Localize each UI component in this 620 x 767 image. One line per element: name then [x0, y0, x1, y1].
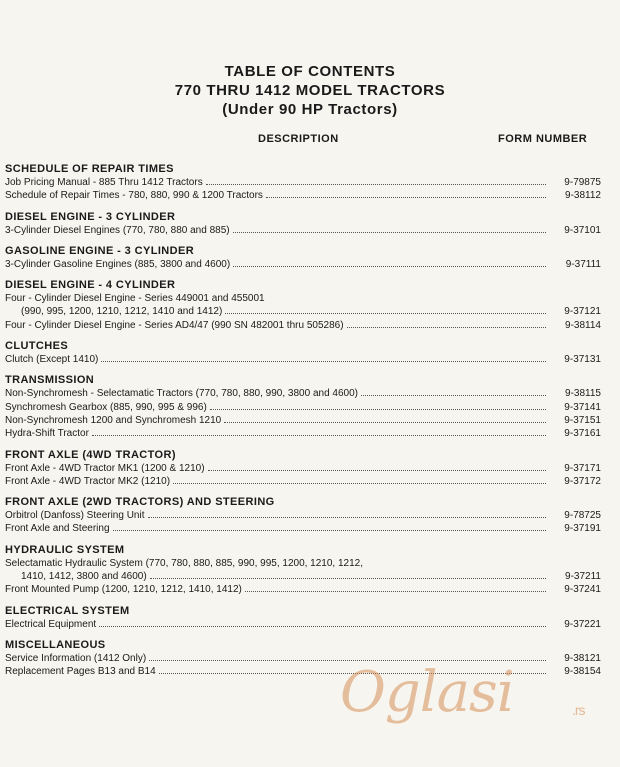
entry-description: (990, 995, 1200, 1210, 1212, 1410 and 1412): [21, 306, 223, 318]
entry-form-number: 9-37241: [564, 584, 601, 596]
dot-leader: [92, 434, 546, 436]
section-title: HYDRAULIC SYSTEM: [5, 543, 125, 556]
dot-leader: [206, 183, 546, 185]
toc-entry: [5, 189, 601, 202]
toc-entry: [5, 224, 601, 237]
entry-description: Job Pricing Manual - 885 Thru 1412 Tractors: [5, 177, 203, 188]
toc-entry: [5, 353, 601, 366]
toc-entry: [5, 319, 601, 332]
column-header-form-number: FORM NUMBER: [498, 133, 588, 145]
entry-description: Synchromesh Gearbox (885, 990, 995 & 996): [5, 401, 207, 413]
entry-form-number: 9-38121: [564, 652, 601, 664]
dot-leader: [99, 625, 546, 627]
dot-leader: [173, 482, 546, 484]
toc-entry: [5, 176, 601, 189]
dot-leader: [224, 421, 546, 423]
section-title: CLUTCHES: [5, 340, 69, 353]
entry-description: Schedule of Repair Times - 780, 880, 990 & 1200 Tractors: [5, 190, 263, 202]
entry-form-number: 9-37211: [565, 571, 601, 583]
entry-form-number: 9-38112: [565, 190, 601, 202]
entry-description: 3-Cylinder Diesel Engines (770, 780, 880 and 885): [5, 224, 230, 236]
entry-form-number: 9-37172: [564, 475, 601, 487]
page-subtitle-note: (Under 90 HP Tractors): [222, 101, 398, 118]
toc-entry: [5, 258, 601, 271]
toc-section: [5, 448, 601, 489]
entry-form-number: 9-38154: [564, 666, 601, 678]
dot-leader: [268, 300, 546, 301]
entry-form-number: 9-37161: [564, 428, 601, 440]
entry-description: Non-Synchromesh - Selectamatic Tractors (770, 780, 880, 990, 3800 and 4600): [5, 388, 358, 400]
entry-form-number: 9-37221: [564, 618, 601, 630]
entry-description: Front Axle - 4WD Tractor MK2 (1210): [5, 475, 171, 487]
dot-leader: [245, 590, 546, 592]
entry-description: Front Axle and Steering: [5, 523, 110, 535]
section-title: FRONT AXLE (2WD TRACTORS) AND STEERING: [5, 496, 275, 509]
dot-leader: [266, 196, 546, 198]
entry-form-number: 9-37151: [564, 414, 601, 426]
entry-form-number: 9-37191: [564, 523, 601, 535]
section-title: SCHEDULE OF REPAIR TIMES: [5, 163, 174, 175]
entry-form-number: 9-78725: [564, 510, 601, 522]
toc-entry: [5, 462, 601, 475]
toc-section: [5, 495, 601, 536]
entry-description: Selectamatic Hydraulic System (770, 780, 880, 885, 990, 995, 1200, 1210, 1212,: [5, 557, 364, 569]
section-title: MISCELLANEOUS: [5, 638, 106, 651]
title-block: [0, 62, 620, 119]
entry-description: Electrical Equipment: [5, 618, 97, 630]
toc-entry: [5, 475, 601, 488]
toc-section: [5, 244, 601, 271]
section-title: DIESEL ENGINE - 3 CYLINDER: [5, 210, 176, 223]
toc-section: [5, 543, 601, 597]
entry-description: Orbitrol (Danfoss) Steering Unit: [5, 510, 145, 522]
entry-form-number: 9-79875: [564, 177, 601, 188]
toc-section: [5, 339, 601, 366]
dot-leader: [208, 469, 546, 471]
dot-leader: [361, 394, 546, 396]
entry-description: Non-Synchromesh 1200 and Synchromesh 1210: [5, 414, 222, 426]
entry-form-number: 9-37131: [564, 354, 601, 366]
toc-section: [5, 162, 601, 203]
entry-description: Clutch (Except 1410): [5, 354, 99, 366]
dot-leader: [233, 231, 546, 233]
entry-description: Front Axle - 4WD Tractor MK1 (1200 & 1210): [5, 462, 205, 474]
watermark-suffix: .rs: [572, 702, 585, 718]
toc-entry: [5, 557, 601, 570]
entry-description: Hydra-Shift Tractor: [5, 428, 89, 440]
entry-form-number: 9-37171: [564, 462, 601, 474]
toc-entry: [5, 583, 601, 596]
toc-entry: [5, 509, 601, 522]
entry-form-number: 9-37101: [564, 224, 601, 236]
toc-section: [5, 604, 601, 631]
entry-description: Four - Cylinder Diesel Engine - Series AD4/47 (990 SN 482001 thru 505286): [5, 319, 344, 331]
dot-leader: [347, 326, 546, 328]
section-title: GASOLINE ENGINE - 3 CYLINDER: [5, 244, 195, 257]
entry-description: 3-Cylinder Gasoline Engines (885, 3800 and 4600): [5, 258, 231, 270]
entry-form-number: 9-37111: [565, 258, 601, 270]
toc-entry: [5, 427, 601, 440]
dot-leader: [148, 516, 547, 518]
entry-form-number: 9-37121: [564, 306, 601, 318]
dot-leader: [101, 360, 546, 362]
toc-list: [5, 162, 601, 686]
toc-section: [5, 373, 601, 440]
page-subtitle: 770 THRU 1412 MODEL TRACTORS: [174, 82, 446, 99]
page-title: TABLE OF CONTENTS: [224, 63, 396, 80]
entry-form-number: 9-38114: [565, 319, 601, 331]
entry-description: Front Mounted Pump (1200, 1210, 1212, 1410, 1412): [5, 584, 242, 596]
section-title: FRONT AXLE (4WD TRACTOR): [5, 448, 176, 461]
watermark-text: Oglasi: [340, 660, 514, 725]
toc-entry: [5, 292, 601, 305]
toc-entry: [5, 387, 601, 400]
entry-form-number: 9-37141: [564, 401, 601, 413]
dot-leader: [150, 577, 546, 579]
dot-leader: [233, 265, 546, 267]
column-header-description: DESCRIPTION: [258, 133, 339, 145]
toc-entry: [5, 414, 601, 427]
entry-description: Four - Cylinder Diesel Engine - Series 449001 and 455001: [5, 293, 265, 305]
entry-description: 1410, 1412, 3800 and 4600): [21, 571, 147, 583]
dot-leader: [113, 529, 546, 531]
toc-entry: [5, 305, 601, 318]
dot-leader: [225, 312, 546, 314]
dot-leader: [366, 565, 546, 566]
section-title: DIESEL ENGINE - 4 CYLINDER: [5, 279, 176, 292]
toc-section: [5, 210, 601, 237]
toc-entry: [5, 618, 601, 631]
toc-entry: [5, 401, 601, 414]
entry-description: Replacement Pages B13 and B14: [5, 666, 156, 678]
toc-entry: [5, 570, 601, 583]
dot-leader: [210, 408, 546, 410]
toc-section: [5, 278, 601, 332]
entry-form-number: 9-38115: [565, 388, 601, 400]
entry-description: Service Information (1412 Only): [5, 652, 147, 664]
section-title: TRANSMISSION: [5, 374, 95, 387]
toc-entry: [5, 522, 601, 535]
section-title: ELECTRICAL SYSTEM: [5, 604, 130, 617]
